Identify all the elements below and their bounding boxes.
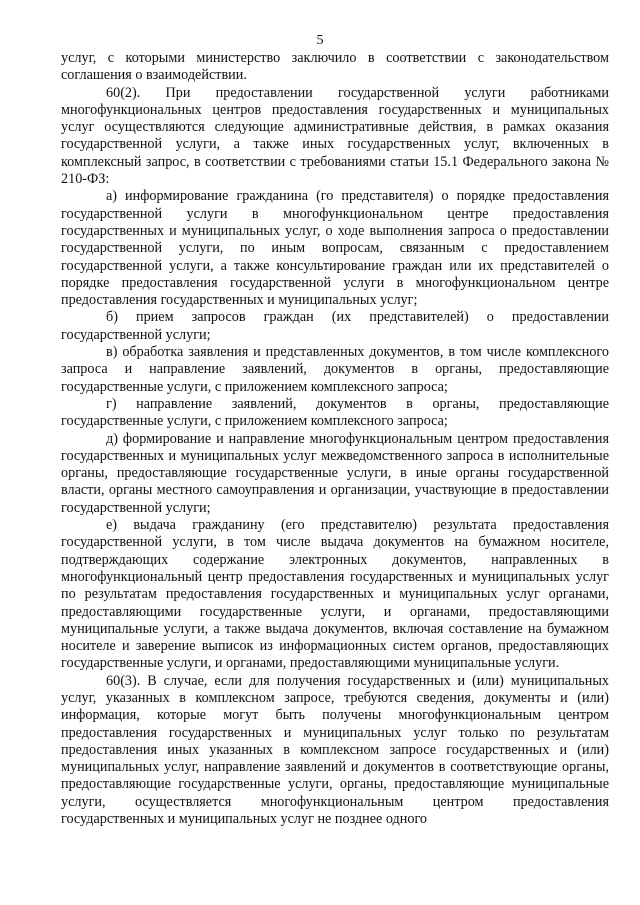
document-body [61, 50, 609, 828]
paragraph-continuation: услуг, с которыми министерство заключило в соответствии с законодательством соглашения о взаимодействии. [61, 50, 609, 84]
list-item-g: г) направление заявлений, документов в органы, предоставляющие государственные услуги, с приложением комплексного запроса; [61, 395, 609, 430]
list-item-e: е) выдача гражданину (его представителю) результата предоставления государственной услуги, в том числе выдача документов на бумажном носителе, подтверждающих содержание электронных документов, направленных в многофункциональный центр предоставления государственных и муниципальных услуг по результатам предоставления государственных и муниципальных услуг органами, предоставляющими государственные услуги, и органами, предоставляющими муниципальные услуги, а также выдача документов, включая составление на бумажном носителе и заверение выписок из информационных систем органов, предоставляющих государственные услуги, и органами, предоставляющими муниципальные услуги. [61, 517, 609, 672]
paragraph-60-3: 60(3). В случае, если для получения государственных и (или) муниципальных услуг, указанных в комплексном запросе, требуются сведения, документы и (или) информация, которые могут быть получены многофункциональным центром предоставления государственных и муниципальных услуг только по результатам предоставления иных указанных в комплексном запросе государственных и (или) муниципальных услуг, направление заявлений и документов в соответствующие органы, предоставляющие государственные услуги, органы, предоставляющие муниципальные услуги, осуществляется многофункциональным центром предоставления государственных и муниципальных услуг не позднее одного [61, 672, 609, 828]
list-item-b: б) прием запросов граждан (их представителей) о предоставлении государственной услуги; [61, 309, 609, 343]
list-item-a: а) информирование гражданина (го представителя) о порядке предоставления государственной услуги в многофункциональном центре предоставления государственных и муниципальных услуг, о ходе выполнения запроса о предоставлении государственной услуги, по иным вопросам, связанным с предоставлением государственной услуги, а также консультирование граждан или их представителей о порядке предоставления государственной услуги в многофункциональном центре предоставления государственных и муниципальных услуг; [61, 188, 609, 309]
list-item-d: д) формирование и направление многофункциональным центром предоставления государственных и муниципальных услуг межведомственного запроса в исполнительные органы, предоставляющие государственные услуги, в иные органы государственной власти, органы местного самоуправления и организации, участвующие в предоставлении государственной услуги; [61, 430, 609, 516]
page-number: 5 [316, 33, 324, 48]
paragraph-60-2: 60(2). При предоставлении государственной услуги работниками многофункциональных центров предоставления государственных и муниципальных услуг осуществляются следующие административные действия, в рамках оказания государственной услуги, а также иных государственных услуг, включенных в комплексный запрос, в соответствии с требованиями статьи 15.1 Федерального закона № 210-ФЗ: [61, 84, 609, 188]
list-item-v: в) обработка заявления и представленных документов, в том числе комплексного запроса и направление заявлений, документов в органы, предоставляющие государственные услуги, с приложением комплексного запроса; [61, 344, 609, 395]
